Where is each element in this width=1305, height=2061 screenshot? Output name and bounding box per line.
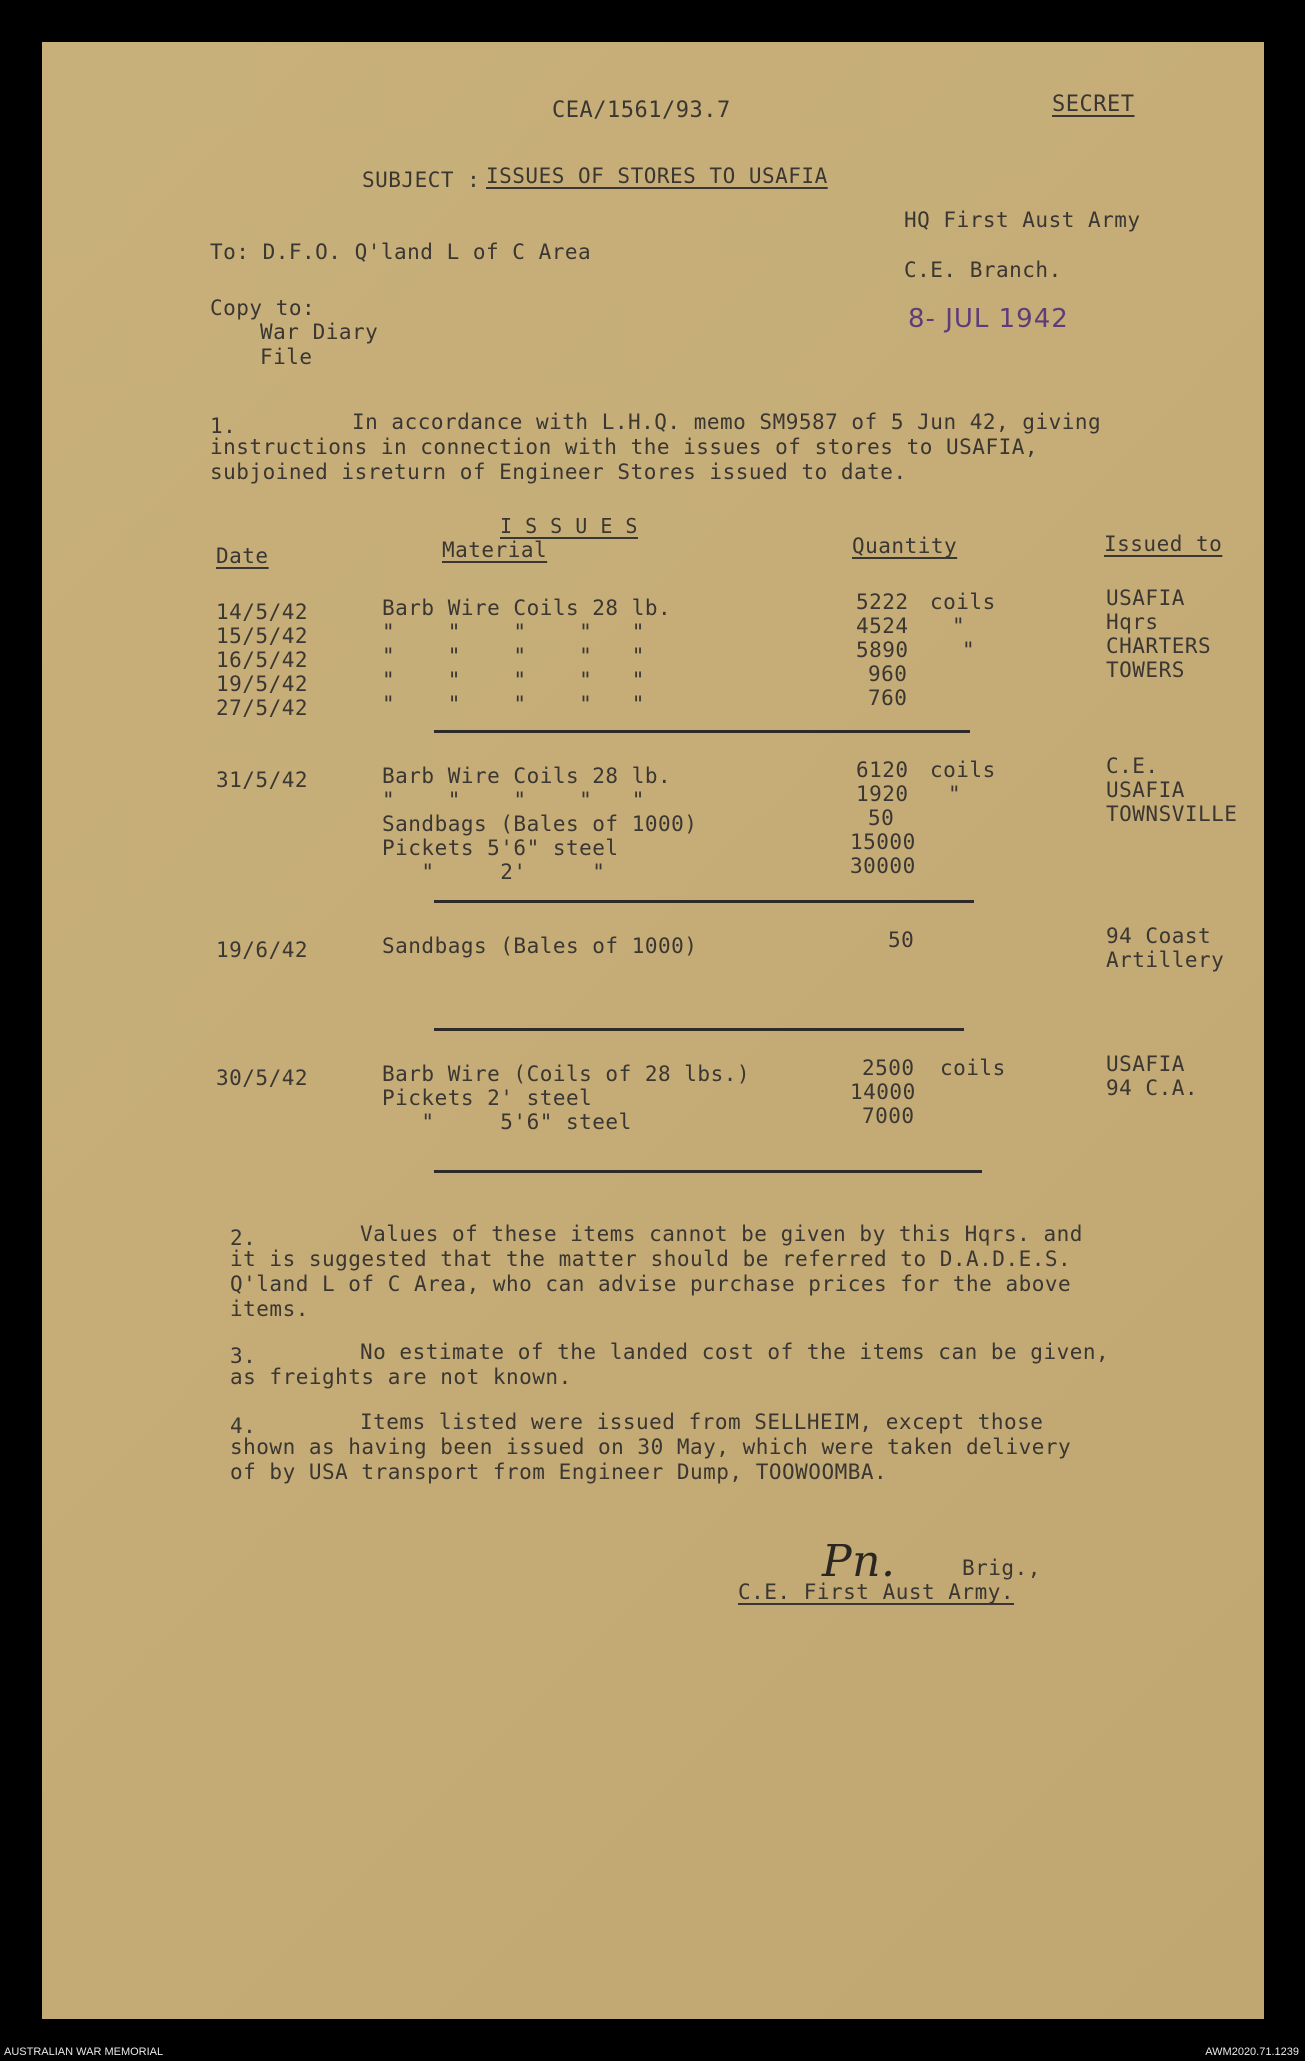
sender-hq: HQ First Aust Army <box>904 208 1141 232</box>
row-date: 27/5/42 <box>216 696 309 720</box>
row-material: " " " " " <box>382 620 645 644</box>
row-material: " " " " " <box>382 788 645 812</box>
group-divider <box>434 1170 982 1173</box>
row-quantity: 7000 <box>862 1104 915 1128</box>
row-quantity: 5222 <box>856 590 909 614</box>
row-quantity: 760 <box>868 686 908 710</box>
paragraph-number: 2. <box>230 1226 257 1250</box>
group-divider <box>434 900 974 903</box>
row-material: Pickets 2' steel <box>382 1086 593 1110</box>
paragraph-line: instructions in connection with the issues of stores to USAFIA, <box>210 435 1039 459</box>
signatory-title: C.E. First Aust Army. <box>738 1580 1015 1604</box>
date-stamp: 8- JUL 1942 <box>908 304 1069 334</box>
recipient: To: D.F.O. Q'land L of C Area <box>210 240 592 264</box>
row-date: 31/5/42 <box>216 768 309 792</box>
row-unit: " <box>952 614 966 638</box>
sender-branch: C.E. Branch. <box>904 258 1062 282</box>
archive-credit: AUSTRALIAN WAR MEMORIAL <box>4 2046 164 2058</box>
archive-id: AWM2020.71.1239 <box>1205 2046 1299 2058</box>
paragraph-line: as freights are not known. <box>230 1365 572 1389</box>
reference-number: CEA/1561/93.7 <box>552 98 731 123</box>
group-divider <box>434 730 970 733</box>
row-material: Barb Wire Coils 28 lb. <box>382 764 672 788</box>
subject-label: SUBJECT : <box>362 168 481 192</box>
row-issued-to: USAFIA <box>1106 586 1185 610</box>
row-quantity: 50 <box>868 806 895 830</box>
table-title: I S S U E S <box>500 514 638 538</box>
copy-item: File <box>260 345 313 369</box>
row-unit: coils <box>940 1056 1006 1080</box>
row-material: Pickets 5'6" steel <box>382 836 619 860</box>
row-material: " 5'6" steel <box>382 1110 632 1134</box>
paragraph-line: Items listed were issued from SELLHEIM, except those <box>360 1410 1044 1434</box>
paragraph-line: of by USA transport from Engineer Dump, TOOWOOMBA. <box>230 1460 888 1484</box>
paragraph-line: it is suggested that the matter should be referred to D.A.D.E.S. <box>230 1247 1072 1271</box>
column-header-quantity: Quantity <box>852 534 958 558</box>
row-issued-to: USAFIA <box>1106 1052 1185 1076</box>
row-issued-to: CHARTERS <box>1106 634 1212 658</box>
row-issued-to: Hqrs <box>1106 610 1159 634</box>
row-material: " " " " " <box>382 644 645 668</box>
column-header-date: Date <box>216 544 269 568</box>
row-issued-to: Artillery <box>1106 948 1225 972</box>
document-page <box>42 42 1264 2019</box>
paragraph-line: Q'land L of C Area, who can advise purchase prices for the above <box>230 1272 1072 1296</box>
paragraph-number: 4. <box>230 1414 257 1438</box>
group-divider <box>434 1028 964 1031</box>
paragraph-line: shown as having been issued on 30 May, which were taken delivery <box>230 1435 1072 1459</box>
row-quantity: 15000 <box>850 830 916 854</box>
row-quantity: 960 <box>868 662 908 686</box>
column-header-material: Material <box>442 538 548 562</box>
paragraph-line: Values of these items cannot be given by this Hqrs. and <box>360 1222 1083 1246</box>
row-date: 30/5/42 <box>216 1066 309 1090</box>
row-issued-to: 94 C.A. <box>1106 1076 1199 1100</box>
paragraph-line: In accordance with L.H.Q. memo SM9587 of 5 Jun 42, giving <box>352 410 1102 434</box>
row-date: 14/5/42 <box>216 600 309 624</box>
row-material: " " " " " <box>382 692 645 716</box>
paragraph-number: 3. <box>230 1344 257 1368</box>
row-issued-to: TOWNSVILLE <box>1106 802 1238 826</box>
row-date: 16/5/42 <box>216 648 309 672</box>
row-issued-to: TOWERS <box>1106 658 1185 682</box>
paragraph-number: 1. <box>210 414 237 438</box>
handwritten-signature: Pn. <box>822 1536 896 1587</box>
row-date: 19/6/42 <box>216 938 309 962</box>
row-quantity: 1920 <box>856 782 909 806</box>
row-unit: coils <box>930 758 996 782</box>
row-date: 15/5/42 <box>216 624 309 648</box>
signatory-rank: Brig., <box>962 1556 1041 1580</box>
copy-to-label: Copy to: <box>210 296 316 320</box>
paragraph-line: subjoined isreturn of Engineer Stores issued to date. <box>210 460 907 484</box>
row-quantity: 6120 <box>856 758 909 782</box>
paragraph-line: items. <box>230 1297 309 1321</box>
row-unit: coils <box>930 590 996 614</box>
row-material: " 2' " <box>382 860 606 884</box>
subject-text: ISSUES OF STORES TO USAFIA <box>486 164 828 188</box>
row-material: Sandbags (Bales of 1000) <box>382 812 698 836</box>
row-material: Barb Wire (Coils of 28 lbs.) <box>382 1062 751 1086</box>
row-unit: " <box>948 782 962 806</box>
row-issued-to: USAFIA <box>1106 778 1185 802</box>
row-quantity: 30000 <box>850 854 916 878</box>
row-quantity: 14000 <box>850 1080 916 1104</box>
copy-item: War Diary <box>260 320 379 344</box>
classification-marking: SECRET <box>1052 92 1135 117</box>
row-date: 19/5/42 <box>216 672 309 696</box>
row-quantity: 5890 <box>856 638 909 662</box>
row-material: Sandbags (Bales of 1000) <box>382 934 698 958</box>
paragraph-line: No estimate of the landed cost of the items can be given, <box>360 1340 1110 1364</box>
row-material: Barb Wire Coils 28 lb. <box>382 596 672 620</box>
column-header-issued-to: Issued to <box>1104 532 1223 556</box>
row-quantity: 4524 <box>856 614 909 638</box>
row-issued-to: 94 Coast <box>1106 924 1212 948</box>
row-quantity: 50 <box>888 928 915 952</box>
row-unit: " <box>962 638 976 662</box>
row-material: " " " " " <box>382 668 645 692</box>
row-quantity: 2500 <box>862 1056 915 1080</box>
row-issued-to: C.E. <box>1106 754 1159 778</box>
